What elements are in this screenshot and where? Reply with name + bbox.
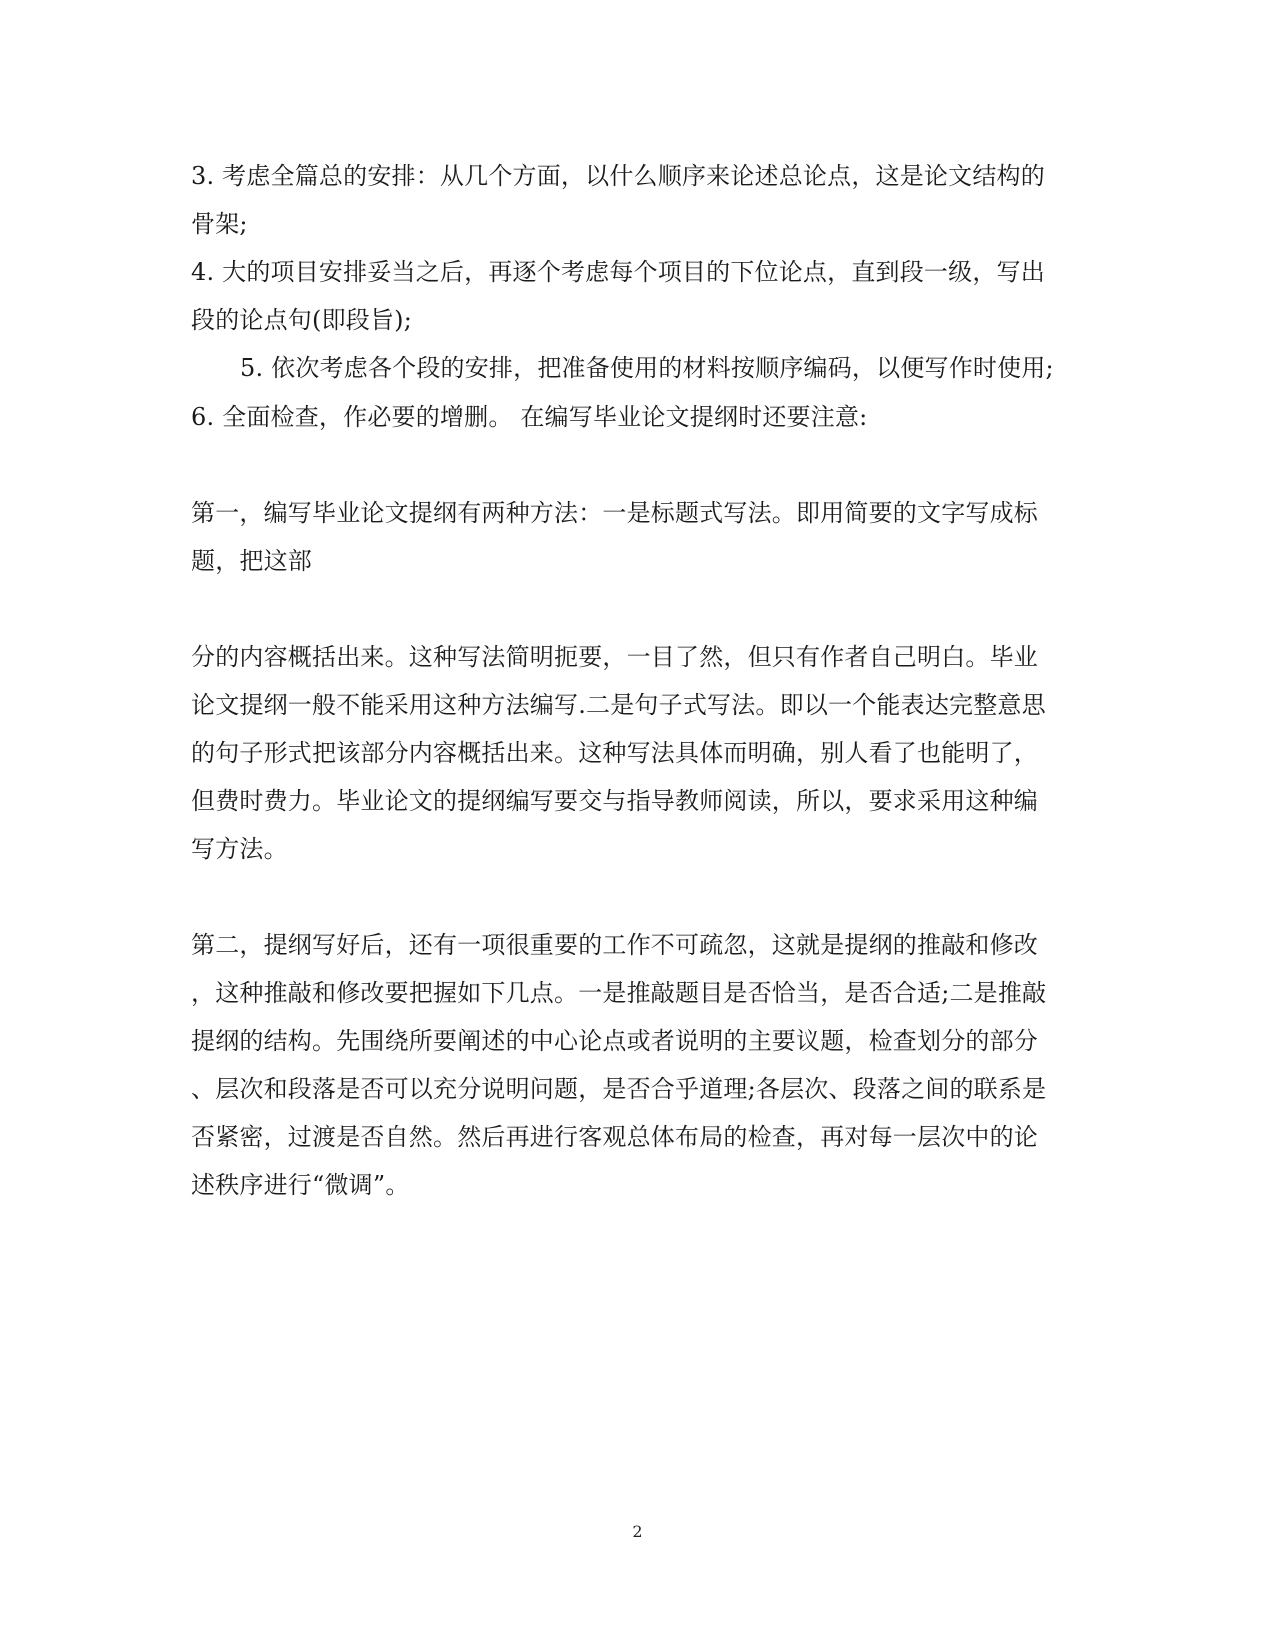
paragraph-2-line-5: 写方法。 <box>191 835 288 863</box>
paragraph-2-line-4: 但费时费力。毕业论文的提纲编写要交与指导教师阅读，所以，要求采用这种编 <box>191 787 1038 815</box>
list-item-4-line-2: 段的论点句(即段旨); <box>191 306 413 334</box>
paragraph-1-line-1: 第一，编写毕业论文提纲有两种方法：一是标题式写法。即用简要的文字写成标 <box>191 499 1038 527</box>
page-number: 2 <box>632 1522 643 1541</box>
list-item-3-line-2: 骨架; <box>191 210 248 238</box>
paragraph-2-line-1: 分的内容概括出来。这种写法简明扼要，一目了然，但只有作者自己明白。毕业 <box>191 643 1038 671</box>
paragraph-2-line-2: 论文提纲一般不能采用这种方法编写.二是句子式写法。即以一个能表达完整意思 <box>191 691 1046 719</box>
paragraph-3-line-2: ，这种推敲和修改要把握如下几点。一是推敲题目是否恰当，是否合适;二是推敲 <box>191 979 1047 1007</box>
paragraph-3-line-3: 提纲的结构。先围绕所要阐述的中心论点或者说明的主要议题，检查划分的部分 <box>191 1027 1038 1055</box>
list-item-3-line-1: 3. 考虑全篇总的安排：从几个方面，以什么顺序来论述总论点，这是论文结构的 <box>191 162 1045 190</box>
paragraph-3-line-6: 述秩序进行“微调”。 <box>191 1171 410 1199</box>
paragraph-3-line-4: 、层次和段落是否可以充分说明问题，是否合乎道理;各层次、段落之间的联系是 <box>191 1075 1047 1103</box>
paragraph-2-line-3: 的句子形式把该部分内容概括出来。这种写法具体而明确，别人看了也能明了， <box>191 739 1038 767</box>
list-item-6: 6. 全面检查，作必要的增删。 在编写毕业论文提纲时还要注意: <box>191 403 868 431</box>
paragraph-3-line-5: 否紧密，过渡是否自然。然后再进行客观总体布局的检查，再对每一层次中的论 <box>191 1123 1038 1151</box>
list-item-4-line-1: 4. 大的项目安排妥当之后，再逐个考虑每个项目的下位论点，直到段一级，写出 <box>191 258 1045 286</box>
paragraph-3-line-1: 第二，提纲写好后，还有一项很重要的工作不可疏忽，这就是提纲的推敲和修改 <box>191 931 1038 959</box>
paragraph-1-line-2: 题，把这部 <box>191 547 312 575</box>
list-item-5: 5. 依次考虑各个段的安排，把准备使用的材料按顺序编码，以便写作时使用; <box>240 354 1054 382</box>
